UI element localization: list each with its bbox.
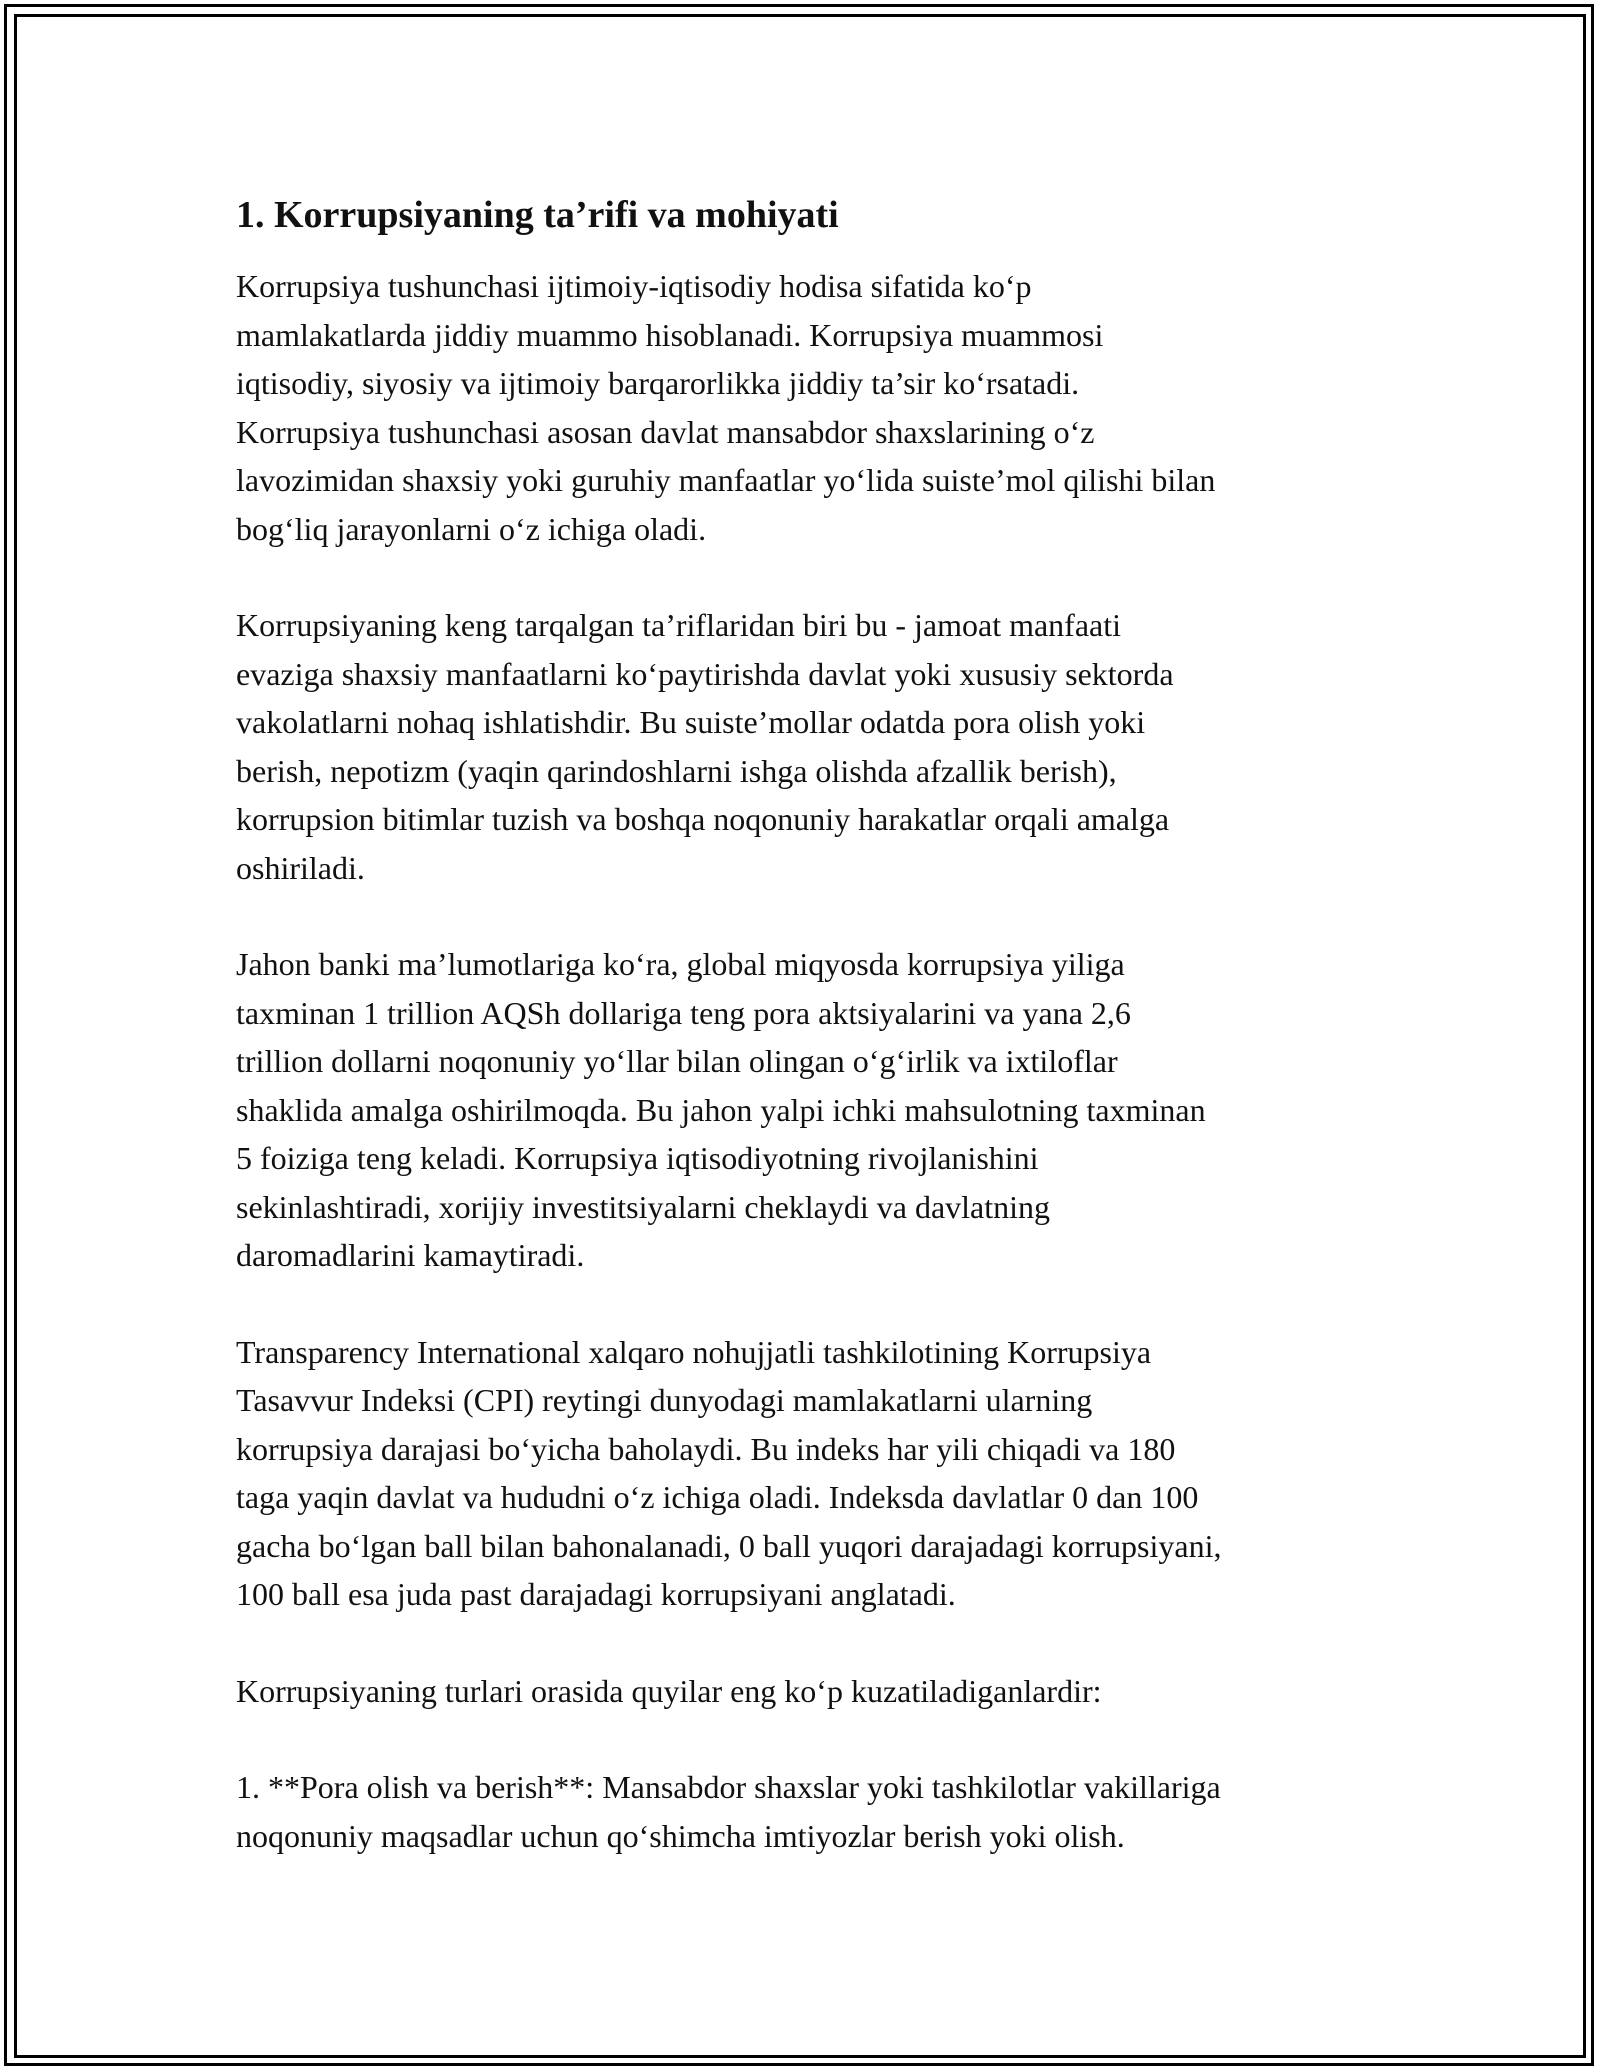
document-body: [236, 186, 1376, 1860]
paragraph-cpi-index: Transparency International xalqaro nohujjatli tashkilotining Korrupsiya Tasavvur Indeksi (CPI) reytingi dunyodagi mamlakatlarni ularning korrupsiya darajasi bo‘yicha baholaydi. Bu indeks har yili chiqadi va 180 taga yaqin davlat va hududni o‘z ichiga oladi. Indeksda davlatlar 0 dan 100 gacha bo‘lgan ball bilan bahonalanadi, 0 ball yuqori darajadagi korrupsiyani, 100 ball esa juda past darajadagi korrupsiyani anglatadi.: [236, 1333, 1222, 1612]
paragraph-definition: Korrupsiya tushunchasi ijtimoiy-iqtisodiy hodisa sifatida ko‘p mamlakatlarda jiddiy muammo hisoblanadi. Korrupsiya muammosi iqtisodiy, siyosiy va ijtimoiy barqarorlikka jiddiy ta’sir ko‘rsatadi. Korrupsiya tushunchasi asosan davlat mansabdor shaxslarining o‘z lavozimidan shaxsiy yoki guruhiy manfaatlar yo‘lida suiste’mol qilishi bilan bog‘liq jarayonlarni o‘z ichiga oladi.: [236, 268, 1216, 547]
section-heading: 1. Korrupsiyaning ta’rifi va mohiyati: [236, 194, 839, 236]
paragraph-world-bank: Jahon banki ma’lumotlariga ko‘ra, global miqyosda korrupsiya yiliga taxminan 1 trillion AQSh dollariga teng pora aktsiyalarini va yana 2,6 trillion dollarni noqonuniy yo‘llar bilan olingan o‘g‘irlik va ixtiloflar shaklida amalga oshirilmoqda. Bu jahon yalpi ichki mahsulotning taxminan 5 foiziga teng keladi. Korrupsiya iqtisodiyotning rivojlanishini sekinlashtiradi, xorijiy investitsiyalarni cheklaydi va davlatning daromadlarini kamaytiradi.: [236, 946, 1206, 1273]
paragraph-types-intro: Korrupsiyaning turlari orasida quyilar eng ko‘p kuzatiladiganlardir:: [236, 1672, 1102, 1709]
paragraph-common-definition: Korrupsiyaning keng tarqalgan ta’riflaridan biri bu - jamoat manfaati evaziga shaxsiy manfaatlarni ko‘paytirishda davlat yoki xususiy sektorda vakolatlarni nohaq ishlatishdir. Bu suiste’mollar odatda pora olish yoki berish, nepotizm (yaqin qarindoshlarni ishga olishda afzallik berish), korrupsion bitimlar tuzish va boshqa noqonuniy harakatlar orqali amalga oshiriladi.: [236, 607, 1174, 886]
list-item-bribery: 1. **Pora olish va berish**: Mansabdor shaxslar yoki tashkilotlar vakillariga noqonuniy maqsadlar uchun qo‘shimcha imtiyozlar berish yoki olish.: [236, 1769, 1221, 1854]
